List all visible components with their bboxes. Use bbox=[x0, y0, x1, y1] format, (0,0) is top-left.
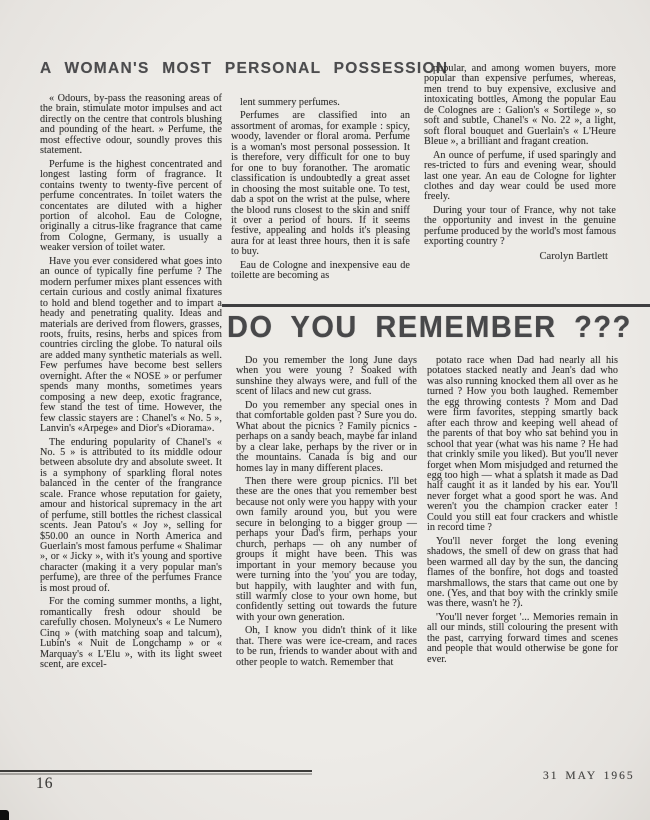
paragraph: For the coming summer months, a light, romantically fresh odour should be carefully chosen. Molyneux's « Le Numero Cinq » (with matching soap and talcum), Lubin's « Nuit de Longchamp » or « Marquay's « L'Elu », with its light sweet scent, are excel- bbox=[40, 596, 222, 671]
paragraph: During your tour of France, why not take the opportunity and invest in the genuine perfume produced by the world's most famous exporting country ? bbox=[424, 204, 616, 248]
paragraph: Then there were group picnics. I'll bet these are the ones that you remember best because not only were you happy with your own family around you, but you were secure in belonging to a bigger group — perhaps your Dad's firm, perhaps your church, perhaps — oh any number of groups it might have been. This was important in your memory because you were turning into the 'you' you are today, but happily, with laughter and with fun, still warmly close to your own home, but confidently setting out towards the future with your own generation. bbox=[236, 475, 417, 623]
paragraph: Oh, I know you didn't think of it like that. There was were ice-cream, and races to be run, friends to wander about with and other people to watch. Remember that bbox=[236, 625, 417, 668]
article-title-remember: DO YOU REMEMBER ??? bbox=[227, 311, 632, 345]
paragraph: potato race when Dad had nearly all his potatoes stacked neatly and Jean's dad who was also running knocked them all over as he turned ? How you both laughed. Remember the egg throwing contests ? Mom and Dad were firm favorites, stepping smartly back after each throw and keeping well ahead of the parents of that boy who sat behind you in school that year (what was his name ? He had that crinkly smile you liked). But you'll never forget when Mom misjudged and returned the egg too high — what a splatsh it made as Dad half caught it as it landed by his ear. You'll never forget what a good sport he was. And weren't you the champion cracker eater ! Could you still eat four crackers and whistle in record time ? bbox=[427, 355, 618, 534]
paragraph: Eau de Cologne and inexpensive eau de toilette are becoming as bbox=[231, 259, 410, 282]
paragraph: An ounce of perfume, if used sparingly and res-tricted to furs and evening wear, should last one year. An eau de Cologne for lighter clothes and day wear could be used more freely. bbox=[424, 149, 616, 203]
paragraph: popular, and among women buyers, more popular than expensive perfumes, whereas, men trend to buy expensive, exclusive and intoxicating bottles, Among the popular Eau de Colognes are : Galion's « Sortilege », so soft and subtle, Chanel's « No. 22 », a light, soft floral bouquet and Guerlain's « L'Heure Bleue », a brilliant and fragant creation. bbox=[424, 63, 616, 148]
author-byline: Carolyn Bartlett bbox=[539, 250, 608, 262]
remember-column-2 bbox=[427, 356, 618, 668]
footer-rule bbox=[0, 770, 312, 772]
paragraph: The enduring popularity of Chanel's « No. 5 » is attributed to its middle odour between absolute dry and absolute sweet. It is a symphony of sparkling floral notes balanced in the center of the frangrance scale. France whose reputation for gaiety, amour and historical supremacy in the art of perfume, still bottles the richest classical scents. Jean Patou's « Joy », selling for $50.00 an ounce in North America and Guerlain's most famous perfume « Shalimar », or « Jicky », with it's young and sportive character (making it a very popular man's perfume), are three of the perfumes France is most proud of. bbox=[40, 436, 222, 594]
paragraph: Perfume is the highest concentrated and longest lasting form of fragrance. It contains twenty to twenty-five percent of perfume concentrates. In toilet waters the concentates are diluted with a higher portion of alcohol. Eau de Cologne, originally a citrus-like fragrance that came from Cologne, Germany, is usually a weaker version of toilet water. bbox=[40, 158, 222, 254]
headline-rule bbox=[222, 304, 650, 307]
article-title-perfume: A WOMAN'S MOST PERSONAL POSSESSION bbox=[40, 60, 449, 77]
paragraph: 'You'll never forget '... Memories remain in all our minds, still colouring the present with the past, carrying forward times and scenes and people that would otherwise be gone for ever. bbox=[427, 611, 618, 665]
issue-date: 31 MAY 1965 bbox=[543, 770, 635, 782]
paragraph: Have you ever considered what goes into an ounce of typically fine perfume ? The modern perfumer mixes plant essences with certain curious and costly animal fixatures to hold and blend together and to impart a heady and penetrating quality. Ideas and materials are derived from flowers, grasses, roots, fruits, resins, herbs and spices from countries circling the globe. To natural oils are added many synthetic materials as well. Few perfumes have become best sellers overnight. After the « NOSE » or perfumer spends many months, sometimes years composing a new deep, exotic fragrance, few stand the test of time. However, the few classic stayers are : Chanel's « No. 5 », Lanvin's «Arpege» and Dior's «Diorama». bbox=[40, 255, 222, 435]
page-number: 16 bbox=[36, 775, 54, 792]
perfume-column-1 bbox=[40, 94, 222, 673]
paragraph: lent summery perfumes. bbox=[240, 97, 340, 108]
paragraph: « Odours, by-pass the reasoning areas of the brain, stimulate motor impulses and act directly on the centre that controls blushing and pounding of the heart. » Perfume, the most effective odour, soundly proves this statement. bbox=[40, 93, 222, 157]
scan-artifact bbox=[0, 810, 9, 820]
paragraph: Do you remember any special ones in that comfortable golden past ? Sure you do. What about the picnics ? Family picnics - perhaps on a sandy beach, maybe far inland by a clear lake, perhaps by the river or in the mountains. Canada is big and our homes lay in many different places. bbox=[236, 399, 417, 474]
paragraph: Do you remember the long June days when you were young ? Soaked with sunshine they always were, and full of the scent of lilacs and new cut grass. bbox=[236, 355, 417, 398]
remember-column-1 bbox=[236, 356, 417, 671]
paragraph: Perfumes are classified into an assortment of aromas, for example : spicy, woody, lavender or floral aroma. Perfume is a woman's most personal possession. It is therefore, very difficult for one to buy for one to buy foranother. The aromatic classification is undoubtedly a great asset in choosing the most suitable one. To test, dab a spot on the wrist at the pulse, where the blood runs closest to the skin and sniff it over a period of hours. If it seems festive, appealing and holds it's pleasing aura for at least three hours, then it is safe to buy. bbox=[231, 110, 410, 258]
perfume-column-3 bbox=[424, 64, 616, 262]
paragraph: You'll never forget the long evening shadows, the smell of dew on grass that had been warmed all day by the sun, the dancing flames of the bonfire, hot dogs and toasted marshmallows, the stars that came out one by one. (Yes, and that boy with the crinkly smile was there, wasn't he ?). bbox=[427, 535, 618, 610]
perfume-column-2 bbox=[231, 98, 410, 285]
